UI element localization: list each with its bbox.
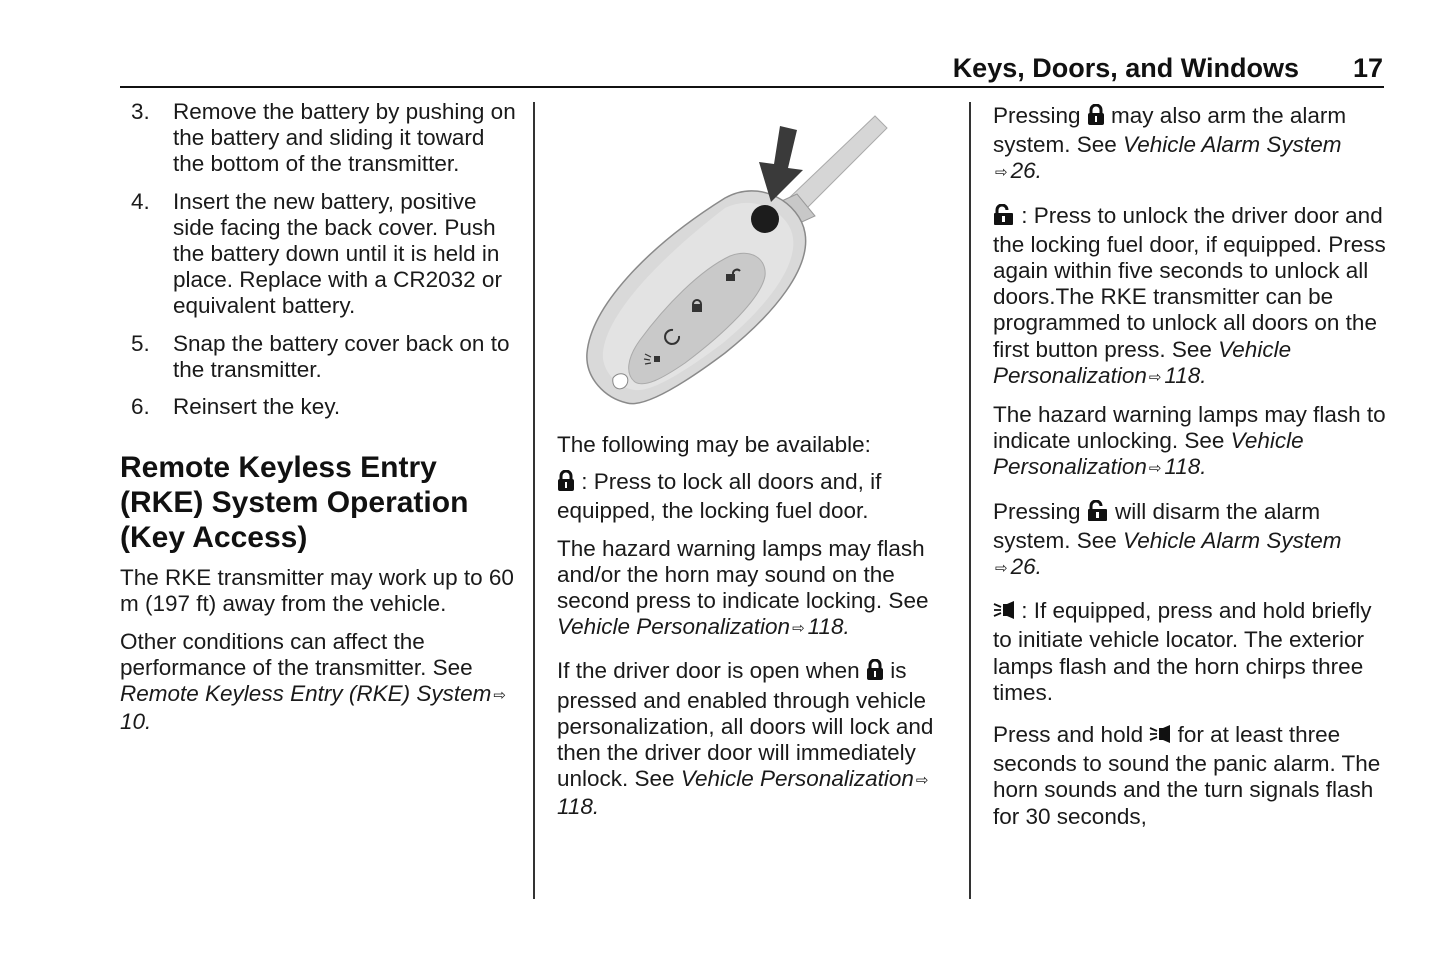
unlock-icon [1087, 500, 1109, 528]
page-reference[interactable]: 26. [1010, 158, 1042, 184]
list-item: 5. Snap the battery cover back on to the transmitter. [131, 330, 510, 382]
see-arrow-icon: ⇨ [1148, 460, 1162, 478]
key-fob-illustration [575, 108, 895, 413]
hazard-unlock-paragraph: The hazard warning lamps may flash to indicate unlocking. See Vehicle Personalization ⇨ 118. [993, 402, 1388, 483]
lock-description: : Press to lock all doors and, if equipped, the locking fuel door. [557, 469, 882, 524]
cross-reference-link[interactable]: Vehicle Personalization [993, 428, 1304, 480]
section-heading: Remote Keyless Entry (RKE) System Operation (Key Access) [120, 451, 469, 555]
page-reference[interactable]: 118. [557, 794, 600, 820]
battery-steps-list [120, 99, 520, 420]
see-arrow-icon: ⇨ [493, 687, 506, 705]
column-3 [993, 103, 1388, 841]
page-reference[interactable]: 118. [807, 614, 850, 640]
chapter-title: Keys, Doors, and Windows [952, 53, 1299, 83]
cross-reference-link[interactable]: Vehicle Personalization [557, 614, 791, 640]
list-item: 3. Remove the battery by pushing on the battery and sliding it toward the bottom of the transmitter. [131, 99, 516, 177]
conditions-paragraph: Other conditions can affect the performance of the transmitter. See Remote Keyless Entry (RKE) System ⇨10. [120, 628, 506, 735]
locator-description: : If equipped, press and hold briefly to initiate vehicle locator. The exterior lamps flash and the horn chirps three times. [993, 598, 1372, 705]
list-item: 4. Insert the new battery, positive side facing the back cover. Push the battery down until it is held in place. Replace with a CR2032 or equivalent battery. [131, 188, 502, 319]
cross-reference-link[interactable]: Vehicle Personalization [993, 336, 1292, 388]
vehicle-locator-icon [1149, 723, 1171, 751]
cross-reference-link[interactable]: Vehicle Alarm System [1123, 132, 1342, 158]
driver-door-paragraph: If the driver door is open when is pressed and enabled through vehicle personalization, all doors will lock and then the driver door will immediately unlock. See Vehicle Personalization ⇨118. [557, 658, 934, 820]
lock-icon [1087, 104, 1105, 132]
column-2 [557, 432, 957, 832]
lock-icon [866, 659, 884, 687]
see-arrow-icon: ⇨ [792, 620, 805, 638]
cross-reference-link[interactable]: Vehicle Alarm System [1123, 527, 1342, 553]
cross-reference-link[interactable]: Vehicle Personalization [680, 766, 914, 792]
hazard-paragraph: The hazard warning lamps may flash and/or the horn may sound on the second press to indicate locking. See Vehicle Personalization ⇨ 118. [557, 536, 957, 643]
see-arrow-icon: ⇨ [1148, 368, 1162, 386]
disarm-alarm-paragraph: Pressing will disarm the alarm system. See Vehicle Alarm System ⇨ 26. [993, 499, 1388, 583]
page-reference[interactable]: 26. [1010, 554, 1042, 580]
panic-alarm-paragraph: Press and hold for at least three seconds to sound the panic alarm. The horn sounds and the turn signals flash for 30 seconds, [993, 722, 1381, 829]
vehicle-locator-icon [993, 599, 1015, 627]
cross-reference-link[interactable]: Remote Keyless Entry (RKE) System [120, 681, 492, 707]
column-1 [120, 99, 520, 746]
see-arrow-icon: ⇨ [995, 560, 1008, 578]
page-header [120, 50, 1384, 88]
unlock-description: : Press to unlock the driver door and the locking fuel door, if equipped. Press again within five seconds to unlock all doors.The RKE transmitter can be programmed to unlock all doors on the first button press. See Vehicle Personalization ⇨ 118. [993, 203, 1388, 391]
see-arrow-icon: ⇨ [915, 772, 929, 790]
unlock-icon [993, 204, 1015, 232]
page-reference[interactable]: 118. [1164, 454, 1207, 480]
page-reference[interactable]: 10. [120, 709, 152, 735]
page-reference[interactable]: 118. [1164, 362, 1207, 388]
see-arrow-icon: ⇨ [995, 164, 1008, 182]
page-number: 17 [1352, 53, 1383, 83]
intro-text: The following may be available: [557, 432, 871, 457]
lock-icon [557, 470, 575, 498]
list-item: 6. Reinsert the key. [131, 394, 341, 420]
arm-alarm-paragraph: Pressing may also arm the alarm system. See Vehicle Alarm System ⇨ 26. [993, 103, 1388, 187]
range-paragraph: The RKE transmitter may work up to 60 m (197 ft) away from the vehicle. [120, 565, 514, 617]
key-fob-icon [575, 108, 895, 413]
column-divider [533, 102, 535, 899]
column-divider [969, 102, 971, 899]
